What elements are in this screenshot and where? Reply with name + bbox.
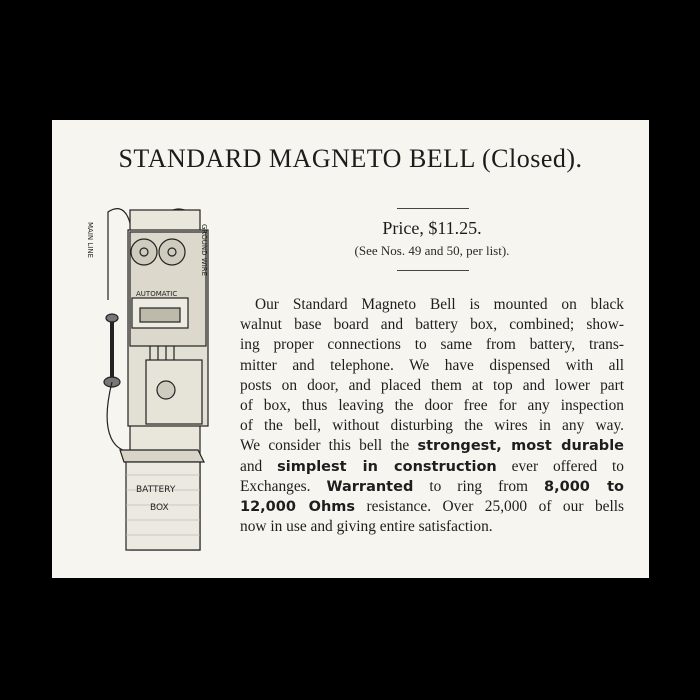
price: Price, $11.25. <box>382 218 482 238</box>
body-line: and simplest in construction ever offered to <box>240 457 624 475</box>
top-divider <box>397 208 469 209</box>
main-line-label: MAIN LINE <box>86 222 94 258</box>
body-line: mitter and telephone. We have dispensed with all <box>240 356 624 374</box>
box-label: BOX <box>150 503 169 513</box>
body-line: We consider this bell the strongest, most durable <box>240 437 624 455</box>
body-line: of box, thus leaving the door free for any inspection <box>240 397 624 415</box>
automatic-label: AUTOMATIC <box>136 290 178 298</box>
body-line: Exchanges. Warranted to ring from 8,000 to <box>240 477 624 495</box>
page-title: STANDARD MAGNETO BELL (Closed). <box>118 144 583 173</box>
battery-label: BATTERY <box>136 485 176 495</box>
bottom-divider <box>397 270 469 271</box>
body-line: posts on door, and placed them at top and lower part <box>240 376 624 394</box>
body-line: 12,000 Ohms resistance. Over 25,000 of our bells <box>240 498 625 516</box>
body-line: ing proper connections to same from battery, trans- <box>240 336 624 354</box>
magneto-bell-illustration <box>80 200 210 560</box>
catalog-page <box>52 120 649 578</box>
body-line: of the bell, without disturbing the wires in any way. <box>240 417 624 435</box>
body-line: walnut base board and battery box, combined; show- <box>240 316 624 334</box>
body-line: now in use and giving entire satisfaction. <box>240 518 493 536</box>
ground-wire-label: GROUND WIRE <box>200 224 208 277</box>
price-note: (See Nos. 49 and 50, per list). <box>354 243 510 258</box>
description-paragraph <box>240 295 624 537</box>
body-line: Our Standard Magneto Bell is mounted on black <box>255 296 624 313</box>
